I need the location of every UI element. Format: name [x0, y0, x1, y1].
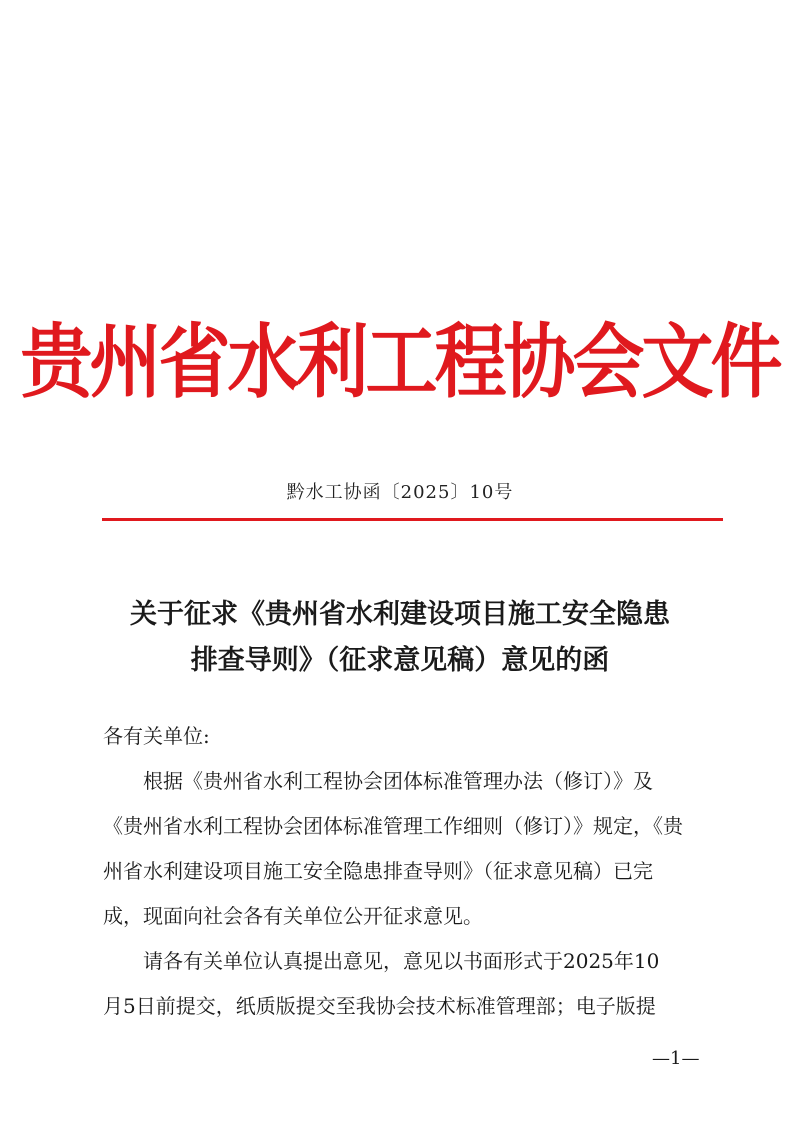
title-line-1: 关于征求《贵州省水利建设项目施工安全隐患	[130, 599, 670, 630]
title-line-2: 排查导则》（征求意见稿）意见的函	[190, 645, 610, 676]
red-separator-line	[102, 518, 723, 521]
body-line-5: 请各有关单位认真提出意见，意见以书面形式于2025年10	[143, 949, 660, 973]
body-line-6: 月5日前提交，纸质版提交至我协会技术标准管理部；电子版提	[103, 994, 656, 1018]
document-title	[80, 592, 720, 684]
page-number: —1—	[652, 1048, 700, 1069]
body-line-2: 《贵州省水利工程协会团体标准管理工作细则（修订）》规定，《贵	[103, 814, 683, 838]
body-line-4: 成，现面向社会各有关单位公开征求意见。	[103, 904, 483, 928]
salutation: 各有关单位:	[103, 724, 210, 748]
document-number: 黔水工协函〔2025〕10号	[286, 482, 514, 503]
body-line-1: 根据《贵州省水利工程协会团体标准管理办法（修订）》及	[143, 769, 653, 793]
body-line-3: 州省水利建设项目施工安全隐患排查导则》（征求意见稿）已完	[103, 859, 653, 883]
document-masthead: 贵州省水利工程协会文件	[20, 313, 780, 409]
